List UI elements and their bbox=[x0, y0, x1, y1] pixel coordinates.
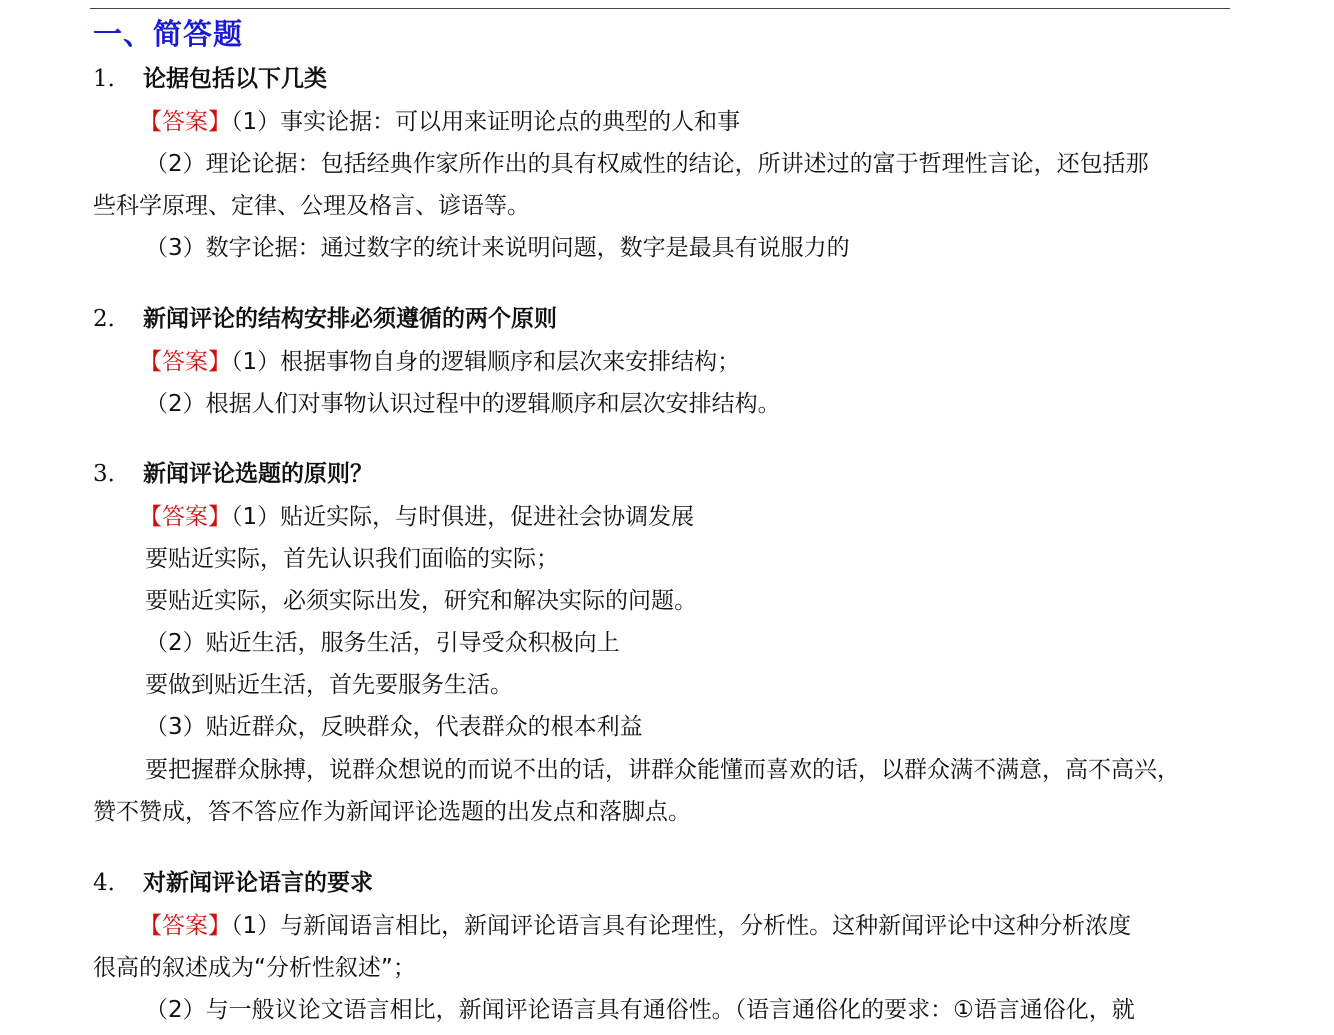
question-4 bbox=[93, 868, 373, 898]
answer-line: （3）贴近群众，反映群众，代表群众的根本利益 bbox=[145, 714, 643, 740]
answer-line: （3）数字论据：通过数字的统计来说明问题，数字是最具有说服力的 bbox=[145, 235, 850, 261]
answer-line: 些科学原理、定律、公理及格言、谚语等。 bbox=[93, 193, 530, 219]
answer-tag: 【答案】 bbox=[139, 504, 231, 530]
answer-line: 【答案】（1）根据事物自身的逻辑顺序和层次来安排结构； bbox=[139, 349, 741, 375]
answer-line: （2）理论论据：包括经典作家所作出的具有权威性的结论，所讲述过的富于哲理性言论，还包括那 bbox=[145, 151, 1149, 177]
question-2 bbox=[93, 304, 557, 334]
question-number: 4． bbox=[93, 870, 131, 896]
answer-line: 很高的叙述成为“分析性叙述”； bbox=[93, 955, 416, 981]
answer-line: （2）根据人们对事物认识过程中的逻辑顺序和层次安排结构。 bbox=[145, 391, 781, 417]
answer-tag: 【答案】 bbox=[139, 109, 231, 135]
question-title: 新闻评论选题的原则？ bbox=[143, 461, 373, 487]
question-1 bbox=[93, 64, 327, 94]
answer-line: 要贴近实际，首先认识我们面临的实际； bbox=[145, 546, 559, 572]
answer-tag: 【答案】 bbox=[139, 349, 231, 375]
answer-line: （2）与一般议论文语言相比，新闻评论语言具有通俗性。（语言通俗化的要求：①语言通俗化，就 bbox=[145, 997, 1135, 1023]
answer-line: 要做到贴近生活，首先要服务生活。 bbox=[145, 672, 513, 698]
answer-tag: 【答案】 bbox=[139, 913, 231, 939]
answer-line: 【答案】（1）贴近实际，与时俱进，促进社会协调发展 bbox=[139, 504, 695, 530]
question-title: 新闻评论的结构安排必须遵循的两个原则 bbox=[143, 306, 557, 332]
answer-line: 【答案】（1）与新闻语言相比，新闻评论语言具有论理性，分析性。这种新闻评论中这种分析浓度 bbox=[139, 913, 1132, 939]
answer-line: 要贴近实际，必须实际出发，研究和解决实际的问题。 bbox=[145, 588, 697, 614]
question-title: 对新闻评论语言的要求 bbox=[143, 870, 373, 896]
top-rule bbox=[90, 8, 1230, 9]
question-number: 3． bbox=[93, 461, 131, 487]
question-3 bbox=[93, 459, 373, 489]
question-number: 1． bbox=[93, 66, 131, 92]
section-title: 一、简答题 bbox=[93, 17, 244, 51]
question-number: 2． bbox=[93, 306, 131, 332]
answer-line: 要把握群众脉搏，说群众想说的而说不出的话，讲群众能懂而喜欢的话，以群众满不满意，高不高兴， bbox=[145, 757, 1180, 783]
question-title: 论据包括以下几类 bbox=[143, 66, 327, 92]
answer-line: （2）贴近生活，服务生活，引导受众积极向上 bbox=[145, 630, 620, 656]
answer-line: 【答案】（1）事实论据：可以用来证明论点的典型的人和事 bbox=[139, 109, 741, 135]
answer-line: 赞不赞成，答不答应作为新闻评论选题的出发点和落脚点。 bbox=[93, 799, 691, 825]
